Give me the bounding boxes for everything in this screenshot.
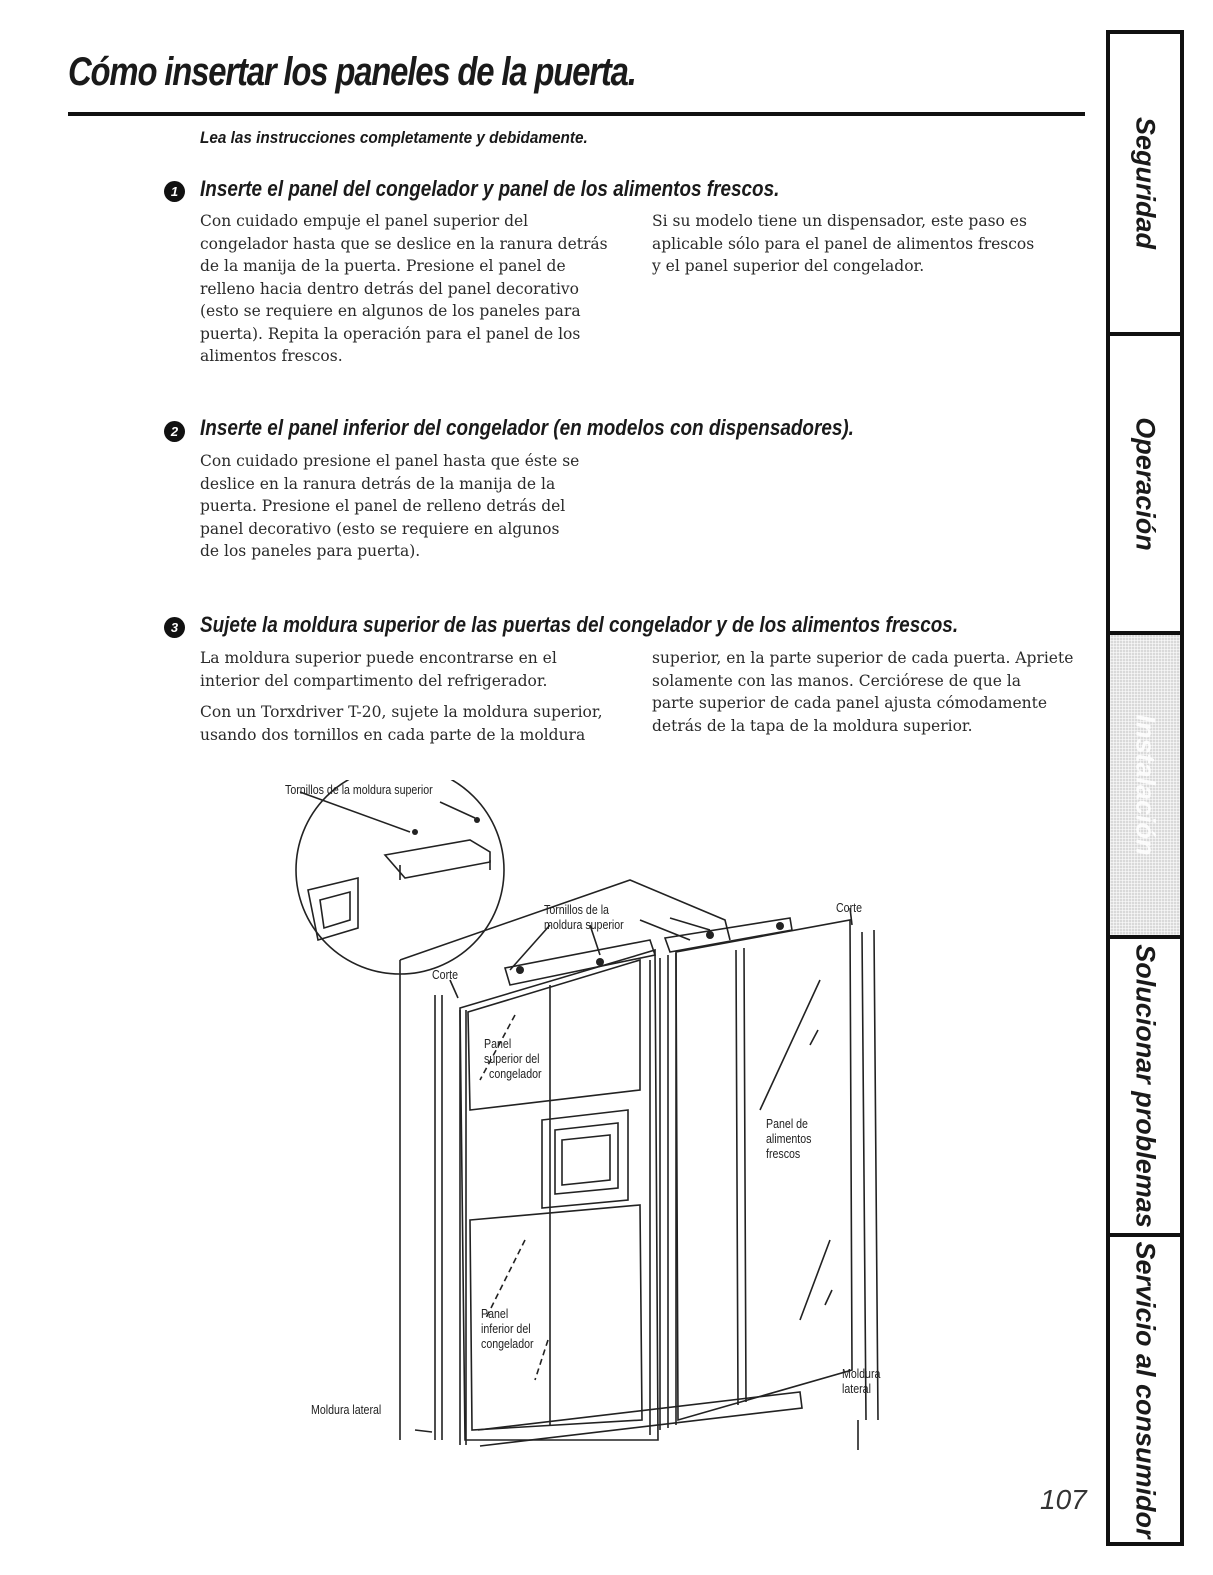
tab-consumer-service-label: Servicio al consumidor [1130, 1240, 1161, 1539]
page-subtitle: Lea las instrucciones completamente y debidamente. [200, 128, 588, 147]
page-number: 107 [1040, 1484, 1087, 1515]
tab-troubleshooting[interactable] [1106, 939, 1184, 1233]
label-cut-left: Corte [432, 968, 458, 982]
step-2-text: Con cuidado presione el panel hasta que éste se deslice en la ranura detrás de la manija de la puerta. Presione el panel de relleno detrás del panel decorativo (esto se requiere en algunos de los paneles para puerta). [200, 452, 580, 560]
step-1-bullet: 1 [164, 181, 185, 202]
label-screws-inset: Tornillos de la moldura superior [285, 783, 433, 797]
step-3-left-text: La moldura superior puede encontrarse en el interior del compartimento del refrigerador. Con un Torxdriver T-20, sujete la moldura superior, usando dos tornillos en cada parte de la moldura [200, 649, 603, 744]
step-3-bullet: 3 [164, 617, 185, 638]
tab-safety-label: Seguridad [1130, 116, 1161, 250]
step-3-heading: Sujete la moldura superior de las puertas del congelador y de los alimentos frescos. [200, 612, 959, 637]
label-lower-freezer-1: Panel [481, 1307, 509, 1321]
tab-safety[interactable] [1106, 34, 1184, 332]
label-lower-freezer-3: congelador [481, 1337, 534, 1351]
tab-consumer-service[interactable] [1106, 1237, 1184, 1542]
step-1-left-text: Con cuidado empuje el panel superior del congelador hasta que se deslice en la ranura detrás de la manija de la puerta. Presione el panel de relleno hacia dentro detrás del panel decorativo (esto se requiere en algunos de los paneles para puerta). Repita la operación para el panel de los alimentos frescos. [200, 212, 608, 365]
tab-installation[interactable] [1106, 635, 1184, 935]
label-fresh-1: Panel de [766, 1117, 808, 1131]
label-side-trim-left: Moldura lateral [311, 1403, 382, 1417]
tab-troubleshooting-label: Solucionar problemas [1130, 944, 1161, 1228]
label-cut-right: Corte [836, 901, 862, 915]
label-side-trim-right-2: lateral [842, 1382, 871, 1396]
label-side-trim-right-1: Moldura [842, 1367, 881, 1381]
step-1-heading: Inserte el panel del congelador y panel de los alimentos frescos. [200, 176, 780, 201]
step-1-right-text: Si su modelo tiene un dispensador, este paso es aplicable sólo para el panel de alimentos frescos y el panel superior del congelador. [652, 212, 1035, 275]
label-lower-freezer-2: inferior del [481, 1322, 531, 1336]
label-upper-freezer-2: superior del [484, 1052, 540, 1066]
title-divider [68, 112, 1085, 116]
label-screws-main-2: moldura superior [544, 918, 624, 932]
step-2-heading: Inserte el panel inferior del congelador (en modelos con dispensadores). [200, 415, 854, 440]
tab-operation[interactable] [1106, 336, 1184, 631]
page-title: Cómo insertar los paneles de la puerta. [68, 50, 636, 94]
tab-installation-label: Instalación [1130, 714, 1161, 856]
step-3-right-text: superior, en la parte superior de cada puerta. Apriete solamente con las manos. Cerciórese de que la parte superior de cada panel ajusta cómodamente detrás de la tapa de la moldura superior. [652, 649, 1074, 735]
sidebar-bottom-border [1106, 1542, 1184, 1546]
label-upper-freezer-3: congelador [489, 1067, 542, 1081]
step-2-bullet: 2 [164, 421, 185, 442]
label-fresh-2: alimentos [766, 1132, 812, 1146]
label-fresh-3: frescos [766, 1147, 801, 1161]
label-upper-freezer-1: Panel [484, 1037, 512, 1051]
tab-operation-label: Operación [1130, 416, 1161, 551]
label-screws-main-1: Tornillos de la [544, 903, 609, 917]
